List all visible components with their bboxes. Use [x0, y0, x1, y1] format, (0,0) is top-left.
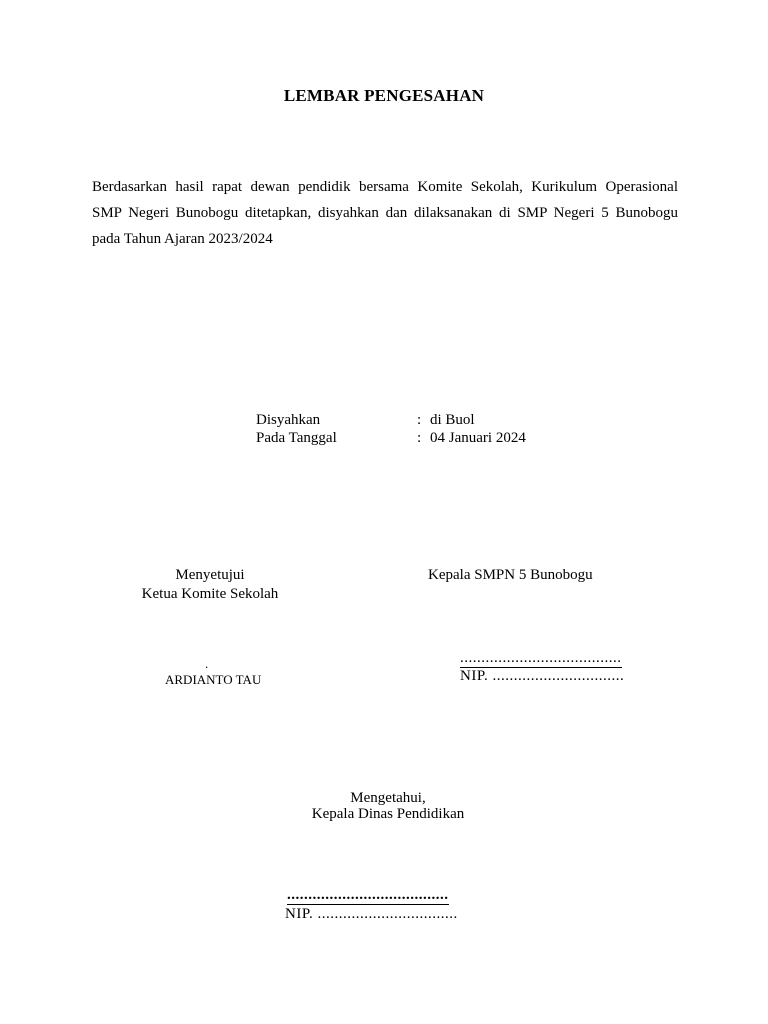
- place-label: Disyahkan: [256, 412, 321, 428]
- date-value: 04 Januari 2024: [430, 430, 526, 446]
- bottom-heading-role: Kepala Dinas Pendidikan: [311, 806, 465, 822]
- bottom-heading-acknowledge: Mengetahui,: [350, 790, 426, 806]
- place-separator: :: [417, 412, 422, 428]
- bottom-nip: NIP. .................................: [285, 906, 458, 922]
- bottom-signature-name-line: ......................................: [287, 887, 449, 903]
- paragraph-line-3: pada Tahun Ajaran 2023/2024: [92, 231, 273, 247]
- left-signatory-name: ARDIANTO TAU: [165, 672, 262, 687]
- date-label: Pada Tanggal: [256, 430, 337, 446]
- right-heading-role: Kepala SMPN 5 Bunobogu: [428, 567, 593, 583]
- ratification-paragraph: [92, 174, 678, 252]
- left-heading-approve: Menyetujui: [175, 567, 245, 583]
- left-signature-dot: .: [205, 656, 209, 671]
- date-separator: :: [417, 430, 422, 446]
- left-heading-role: Ketua Komite Sekolah: [141, 586, 279, 602]
- paragraph-line-1: Berdasarkan hasil rapat dewan pendidik bersama Komite Sekolah, Kurikulum Operasional: [92, 179, 678, 195]
- page-title: LEMBAR PENGESAHAN: [283, 86, 485, 105]
- right-nip: NIP. ...............................: [460, 668, 625, 684]
- place-value: di Buol: [430, 412, 475, 428]
- right-signature-name-line: ......................................: [460, 650, 622, 666]
- paragraph-line-2: SMP Negeri Bunobogu ditetapkan, disyahkan dan dilaksanakan di SMP Negeri 5 Bunobogu: [92, 205, 678, 221]
